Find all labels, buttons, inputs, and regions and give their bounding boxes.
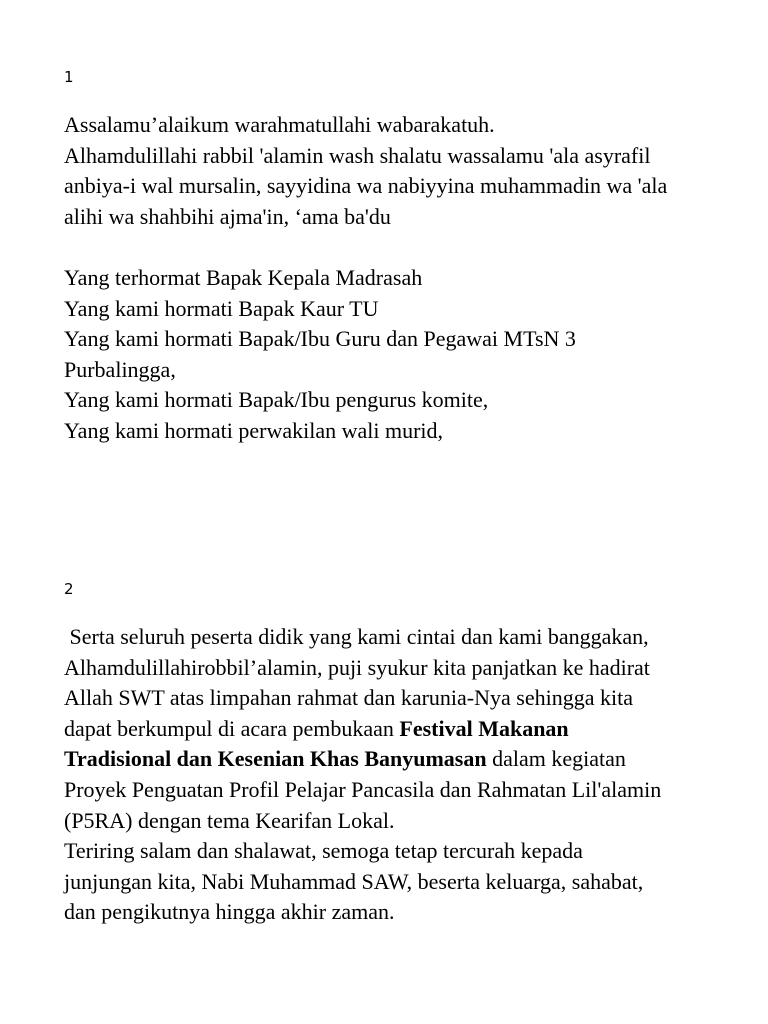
body-line-7: (P5RA) dengan tema Kearifan Lokal. — [64, 807, 395, 833]
body-line-1: Serta seluruh peserta didik yang kami cintai dan kami banggakan, — [64, 624, 649, 649]
address-wali-murid: Yang kami hormati perwakilan wali murid, — [64, 417, 444, 443]
address-kaur-tu: Yang kami hormati Bapak Kaur TU — [64, 295, 379, 321]
event-name-part-1: Festival Makanan — [399, 715, 569, 741]
opening-body-block — [64, 622, 714, 928]
greeting-hamdalah-line-3: alihi wa shahbihi ajma'in, ‘ama ba'du — [64, 203, 391, 229]
address-guru-pegawai-line-2: Purbalingga, — [64, 356, 176, 382]
greeting-hamdalah-line-1: Alhamdulillahi rabbil 'alamin wash shalatu wassalamu 'ala asyrafil — [64, 142, 651, 168]
body-line-8: Teriring salam dan shalawat, semoga tetap tercurah kepada — [64, 838, 583, 864]
page-number-1: 1 — [64, 68, 74, 86]
body-line-4 — [64, 714, 714, 745]
body-line-4-text: dapat berkumpul di acara pembukaan — [64, 715, 400, 741]
event-name-part-2: Tradisional dan Kesenian Khas Banyumasan — [64, 746, 487, 772]
body-line-2: Alhamdulillahirobbil’alamin, puji syukur kita panjatkan ke hadirat — [64, 654, 650, 680]
body-line-6: Proyek Penguatan Profil Pelajar Pancasila dan Rahmatan Lil'alamin — [64, 776, 662, 802]
address-kepala-madrasah: Yang terhormat Bapak Kepala Madrasah — [64, 264, 423, 290]
body-line-10: dan pengikutnya hingga akhir zaman. — [64, 899, 395, 925]
body-line-5-text: dalam kegiatan — [486, 746, 626, 772]
address-pengurus-komite: Yang kami hormati Bapak/Ibu pengurus komite, — [64, 387, 489, 413]
page-number-2: 2 — [64, 580, 74, 598]
greeting-salam: Assalamu’alaikum warahmatullahi wabarakatuh. — [64, 112, 495, 137]
body-line-3: Allah SWT atas limpahan rahmat dan karunia-Nya sehingga kita — [64, 685, 633, 711]
opening-greeting-block — [64, 110, 714, 447]
body-line-5 — [64, 744, 714, 775]
body-line-9: junjungan kita, Nabi Muhammad SAW, beserta keluarga, sahabat, — [64, 868, 644, 894]
address-guru-pegawai-line-1: Yang kami hormati Bapak/Ibu Guru dan Pegawai MTsN 3 — [64, 326, 576, 352]
greeting-hamdalah-line-2: anbiya-i wal mursalin, sayyidina wa nabiyyina muhammadin wa 'ala — [64, 173, 668, 199]
paragraph-gap — [64, 232, 714, 263]
